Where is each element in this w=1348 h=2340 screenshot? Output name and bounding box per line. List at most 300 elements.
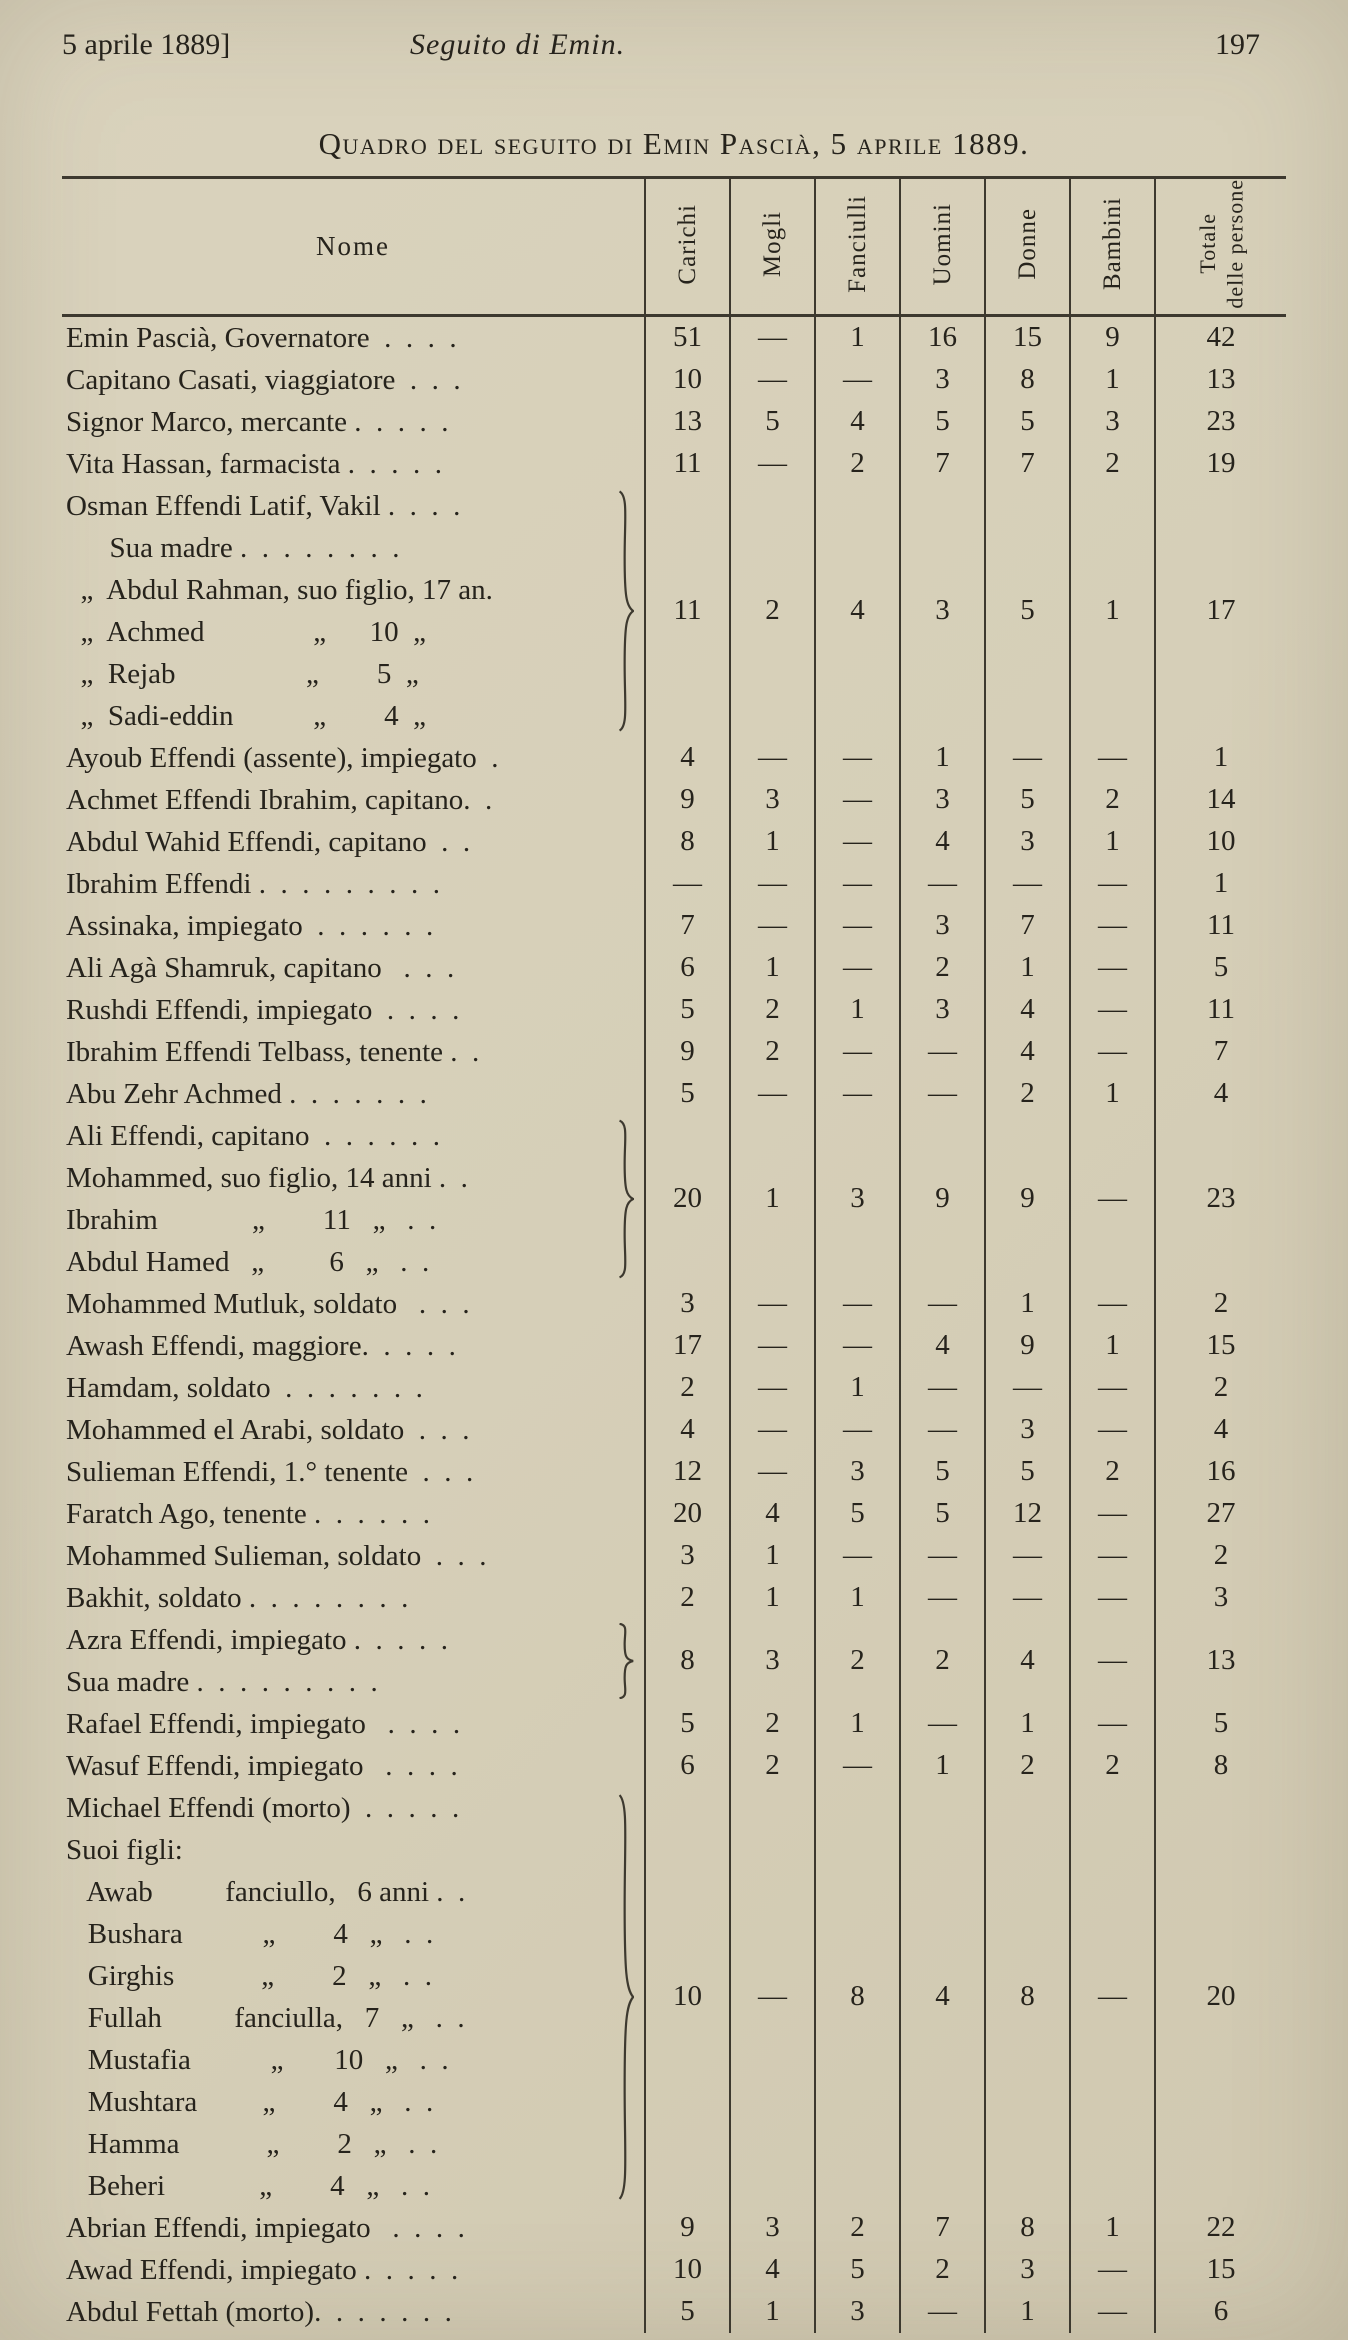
name-line: Abdul Hamed „ 6 „ . .	[66, 1245, 430, 1278]
table-row	[62, 2291, 1286, 2333]
value-cell: 3	[1155, 1577, 1286, 1619]
value-cell: 20	[1155, 1787, 1286, 2207]
table-row	[62, 1703, 1286, 1745]
value-cell: 7	[645, 905, 730, 947]
value-cell: —	[1070, 1283, 1155, 1325]
name-cell	[62, 1031, 645, 1073]
name-cell	[62, 989, 645, 1031]
value-cell: 1	[1070, 359, 1155, 401]
name-line: „ Sadi-eddin „ 4 „	[66, 699, 427, 732]
value-cell: 11	[645, 443, 730, 485]
column-header-uomini	[900, 178, 985, 316]
value-cell: 1	[730, 1577, 815, 1619]
value-cell: 5	[815, 1493, 900, 1535]
value-cell: —	[900, 1031, 985, 1073]
group-brace-icon	[617, 1791, 634, 2203]
table-row	[62, 737, 1286, 779]
value-cell: 3	[985, 1409, 1070, 1451]
value-cell: —	[730, 359, 815, 401]
column-header-bambini	[1070, 178, 1155, 316]
value-cell: 10	[645, 2249, 730, 2291]
value-cell: —	[730, 1409, 815, 1451]
name-line: Sua madre . . . . . . . . .	[66, 1665, 378, 1698]
value-cell: —	[730, 1283, 815, 1325]
value-cell: 8	[985, 2207, 1070, 2249]
name-line: Rushdi Effendi, impiegato . . . .	[66, 993, 460, 1026]
value-cell: —	[1070, 1409, 1155, 1451]
name-line: Ali Effendi, capitano . . . . . .	[66, 1119, 440, 1152]
value-cell: 5	[815, 2249, 900, 2291]
value-cell: —	[1070, 863, 1155, 905]
value-cell: 1	[1070, 1073, 1155, 1115]
value-cell: 2	[815, 2207, 900, 2249]
value-cell: —	[1070, 905, 1155, 947]
mogli-label: Mogli	[758, 210, 786, 277]
table-row	[62, 1493, 1286, 1535]
group-brace-icon	[617, 1623, 634, 1699]
name-cell	[62, 905, 645, 947]
value-cell: 4	[900, 1787, 985, 2207]
value-cell: 1	[1070, 485, 1155, 737]
value-cell: 2	[730, 485, 815, 737]
name-cell	[62, 1619, 645, 1703]
table-row	[62, 2207, 1286, 2249]
table-row	[62, 1619, 1286, 1703]
value-cell: 3	[900, 359, 985, 401]
name-line: Awab fanciullo, 6 anni . .	[66, 1875, 466, 1908]
value-cell: 5	[985, 401, 1070, 443]
value-cell: —	[730, 315, 815, 359]
value-cell: 2	[645, 1577, 730, 1619]
value-cell: 3	[815, 2291, 900, 2333]
value-cell: —	[815, 1283, 900, 1325]
retinue-table	[62, 176, 1286, 2333]
value-cell: 1	[815, 989, 900, 1031]
name-cell	[62, 1787, 645, 2207]
table-row	[62, 1031, 1286, 1073]
value-cell: 4	[900, 821, 985, 863]
value-cell: 1	[900, 1745, 985, 1787]
value-cell: 3	[730, 779, 815, 821]
table-row	[62, 989, 1286, 1031]
value-cell: 11	[645, 485, 730, 737]
name-line: Azra Effendi, impiegato . . . . .	[66, 1623, 448, 1656]
value-cell: 11	[1155, 989, 1286, 1031]
table-row	[62, 485, 1286, 737]
value-cell: 19	[1155, 443, 1286, 485]
value-cell: 17	[645, 1325, 730, 1367]
value-cell: 13	[645, 401, 730, 443]
value-cell: —	[1070, 1535, 1155, 1577]
nome-label: Nome	[316, 230, 390, 261]
name-line: Sua madre . . . . . . . .	[66, 531, 400, 564]
group-brace-icon	[617, 1119, 634, 1279]
value-cell: 1	[730, 2291, 815, 2333]
value-cell: 3	[900, 989, 985, 1031]
value-cell: —	[730, 1787, 815, 2207]
value-cell: —	[645, 863, 730, 905]
value-cell: 2	[900, 947, 985, 989]
table-row	[62, 947, 1286, 989]
value-cell: 2	[730, 1031, 815, 1073]
value-cell: —	[1070, 1367, 1155, 1409]
value-cell: 2	[1070, 779, 1155, 821]
value-cell: 2	[900, 1619, 985, 1703]
value-cell: 3	[645, 1535, 730, 1577]
name-cell	[62, 1073, 645, 1115]
value-cell: 6	[645, 1745, 730, 1787]
value-cell: 5	[1155, 1703, 1286, 1745]
name-cell	[62, 947, 645, 989]
value-cell: 4	[645, 737, 730, 779]
value-cell: 1	[815, 315, 900, 359]
name-line: Ibrahim Effendi . . . . . . . . .	[66, 867, 440, 900]
name-cell	[62, 1325, 645, 1367]
value-cell: 9	[985, 1115, 1070, 1283]
value-cell: —	[815, 947, 900, 989]
value-cell: 3	[985, 2249, 1070, 2291]
value-cell: 2	[985, 1745, 1070, 1787]
value-cell: 4	[815, 401, 900, 443]
value-cell: —	[985, 1577, 1070, 1619]
value-cell: 2	[645, 1367, 730, 1409]
name-line: Bushara „ 4 „ . .	[66, 1917, 434, 1950]
value-cell: —	[985, 863, 1070, 905]
value-cell: 5	[645, 2291, 730, 2333]
value-cell: 2	[1070, 1745, 1155, 1787]
value-cell: 1	[730, 1535, 815, 1577]
value-cell: —	[1070, 1703, 1155, 1745]
value-cell: 7	[1155, 1031, 1286, 1073]
value-cell: 4	[730, 1493, 815, 1535]
value-cell: 5	[645, 1073, 730, 1115]
table-row	[62, 1283, 1286, 1325]
name-cell	[62, 2249, 645, 2291]
value-cell: 3	[985, 821, 1070, 863]
name-line: Abrian Effendi, impiegato . . . .	[66, 2211, 465, 2244]
value-cell: —	[1070, 947, 1155, 989]
value-cell: 1	[1070, 1325, 1155, 1367]
value-cell: 6	[645, 947, 730, 989]
value-cell: 3	[730, 1619, 815, 1703]
name-cell	[62, 443, 645, 485]
name-line: Michael Effendi (morto) . . . . .	[66, 1791, 460, 1824]
value-cell: 8	[645, 821, 730, 863]
value-cell: 5	[985, 779, 1070, 821]
value-cell: 3	[815, 1451, 900, 1493]
table-row	[62, 779, 1286, 821]
value-cell: 2	[1155, 1283, 1286, 1325]
name-cell	[62, 485, 645, 737]
value-cell: —	[900, 2291, 985, 2333]
value-cell: 1	[1070, 2207, 1155, 2249]
value-cell: 1	[815, 1367, 900, 1409]
value-cell: 3	[815, 1115, 900, 1283]
value-cell: —	[1070, 2291, 1155, 2333]
name-cell	[62, 1745, 645, 1787]
totale-line2: delle persone	[1222, 179, 1247, 309]
name-cell	[62, 1451, 645, 1493]
value-cell: 5	[1155, 947, 1286, 989]
value-cell: —	[1070, 1115, 1155, 1283]
value-cell: —	[900, 863, 985, 905]
value-cell: —	[815, 905, 900, 947]
name-line: Mohammed Mutluk, soldato . . .	[66, 1287, 470, 1320]
name-cell	[62, 821, 645, 863]
value-cell: 1	[815, 1577, 900, 1619]
value-cell: 5	[730, 401, 815, 443]
value-cell: 4	[985, 1031, 1070, 1073]
column-header-fanciulli	[815, 178, 900, 316]
value-cell: 9	[645, 779, 730, 821]
value-cell: —	[1070, 737, 1155, 779]
name-line: Hamdam, soldato . . . . . . .	[66, 1371, 423, 1404]
value-cell: 1	[815, 1703, 900, 1745]
name-line: „ Abdul Rahman, suo figlio, 17 an.	[66, 573, 493, 606]
value-cell: —	[985, 737, 1070, 779]
name-line: Girghis „ 2 „ . .	[66, 1959, 432, 1992]
column-header-totale	[1155, 178, 1286, 316]
value-cell: —	[815, 1325, 900, 1367]
value-cell: 1	[985, 1283, 1070, 1325]
value-cell: 9	[645, 2207, 730, 2249]
table-row	[62, 1367, 1286, 1409]
value-cell: —	[900, 1367, 985, 1409]
value-cell: 2	[1155, 1367, 1286, 1409]
name-cell	[62, 1493, 645, 1535]
name-line: Mushtara „ 4 „ . .	[66, 2085, 434, 2118]
value-cell: 20	[645, 1115, 730, 1283]
name-line: „ Achmed „ 10 „	[66, 615, 427, 648]
column-header-mogli	[730, 178, 815, 316]
header-date: 5 aprile 1889]	[62, 28, 231, 61]
name-cell	[62, 401, 645, 443]
table-row	[62, 1115, 1286, 1283]
value-cell: 1	[730, 1115, 815, 1283]
page-number: 197	[1215, 28, 1260, 61]
name-cell	[62, 1283, 645, 1325]
value-cell: 7	[900, 443, 985, 485]
name-cell	[62, 359, 645, 401]
name-line: Abdul Wahid Effendi, capitano . .	[66, 825, 471, 858]
value-cell: 1	[730, 821, 815, 863]
value-cell: 5	[985, 485, 1070, 737]
value-cell: 1	[730, 947, 815, 989]
table-body	[62, 315, 1286, 2333]
name-line: Faratch Ago, tenente . . . . . .	[66, 1497, 431, 1530]
value-cell: 5	[900, 1451, 985, 1493]
value-cell: —	[1070, 1787, 1155, 2207]
value-cell: 5	[645, 989, 730, 1031]
donne-label: Donne	[1013, 208, 1041, 280]
value-cell: 15	[985, 315, 1070, 359]
value-cell: 4	[985, 989, 1070, 1031]
value-cell: 7	[900, 2207, 985, 2249]
value-cell: 1	[985, 1703, 1070, 1745]
name-cell	[62, 863, 645, 905]
table-row	[62, 1325, 1286, 1367]
table-title: Quadro del seguito di Emin Pascià, 5 aprile 1889.	[318, 126, 1030, 161]
value-cell: 11	[1155, 905, 1286, 947]
page-header	[62, 28, 1288, 70]
value-cell: 7	[985, 443, 1070, 485]
value-cell: 8	[815, 1787, 900, 2207]
table-row	[62, 905, 1286, 947]
value-cell: 2	[730, 1745, 815, 1787]
value-cell: —	[1070, 1619, 1155, 1703]
name-line: Mohammed el Arabi, soldato . . .	[66, 1413, 470, 1446]
name-line: Awad Effendi, impiegato . . . . .	[66, 2253, 459, 2286]
value-cell: —	[900, 1073, 985, 1115]
name-line: Signor Marco, mercante . . . . .	[66, 405, 449, 438]
table-row	[62, 1409, 1286, 1451]
value-cell: 1	[1155, 737, 1286, 779]
value-cell: 23	[1155, 401, 1286, 443]
table-row	[62, 2249, 1286, 2291]
value-cell: 14	[1155, 779, 1286, 821]
name-line: Mohammed, suo figlio, 14 anni . .	[66, 1161, 468, 1194]
name-cell	[62, 315, 645, 359]
column-header-donne	[985, 178, 1070, 316]
value-cell: —	[815, 1031, 900, 1073]
value-cell: 15	[1155, 2249, 1286, 2291]
table-row	[62, 315, 1286, 359]
value-cell: 23	[1155, 1115, 1286, 1283]
value-cell: 4	[1155, 1409, 1286, 1451]
value-cell: —	[730, 737, 815, 779]
value-cell: 13	[1155, 359, 1286, 401]
value-cell: 3	[1070, 401, 1155, 443]
name-line: „ Rejab „ 5 „	[66, 657, 419, 690]
value-cell: 16	[1155, 1451, 1286, 1493]
name-cell	[62, 1535, 645, 1577]
name-line: Vita Hassan, farmacista . . . . .	[66, 447, 442, 480]
value-cell: 20	[645, 1493, 730, 1535]
totale-line1: Totale	[1194, 213, 1220, 275]
value-cell: 2	[1155, 1535, 1286, 1577]
table-header-row	[62, 178, 1286, 316]
name-line: Rafael Effendi, impiegato . . . .	[66, 1707, 461, 1740]
name-line: Abdul Fettah (morto). . . . . . .	[66, 2295, 452, 2328]
value-cell: 22	[1155, 2207, 1286, 2249]
value-cell: 2	[730, 1703, 815, 1745]
value-cell: —	[815, 1535, 900, 1577]
value-cell: —	[730, 905, 815, 947]
name-cell	[62, 1115, 645, 1283]
value-cell: 12	[645, 1451, 730, 1493]
table-row	[62, 443, 1286, 485]
value-cell: 8	[985, 359, 1070, 401]
value-cell: 2	[815, 1619, 900, 1703]
name-line: Ali Agà Shamruk, capitano . . .	[66, 951, 455, 984]
value-cell: —	[1070, 2249, 1155, 2291]
value-cell: —	[815, 779, 900, 821]
fanciulli-label: Fanciulli	[843, 194, 871, 293]
value-cell: 4	[815, 485, 900, 737]
value-cell: 8	[645, 1619, 730, 1703]
value-cell: 3	[730, 2207, 815, 2249]
table-row	[62, 863, 1286, 905]
name-line: Sulieman Effendi, 1.° tenente . . .	[66, 1455, 474, 1488]
value-cell: 13	[1155, 1619, 1286, 1703]
value-cell: —	[730, 443, 815, 485]
value-cell: 16	[900, 315, 985, 359]
column-header-nome	[62, 178, 645, 316]
value-cell: 5	[900, 401, 985, 443]
value-cell: —	[730, 1451, 815, 1493]
name-line: Assinaka, impiegato . . . . . .	[66, 909, 434, 942]
value-cell: 1	[1070, 821, 1155, 863]
value-cell: 9	[645, 1031, 730, 1073]
value-cell: —	[985, 1367, 1070, 1409]
value-cell: 2	[1070, 1451, 1155, 1493]
name-line: Ibrahim „ 11 „ . .	[66, 1203, 437, 1236]
value-cell: —	[1070, 989, 1155, 1031]
value-cell: 9	[900, 1115, 985, 1283]
name-cell	[62, 1703, 645, 1745]
value-cell: 2	[985, 1073, 1070, 1115]
value-cell: 5	[985, 1451, 1070, 1493]
value-cell: 3	[900, 779, 985, 821]
carichi-label: Carichi	[673, 203, 701, 285]
name-cell	[62, 1367, 645, 1409]
value-cell: —	[815, 821, 900, 863]
running-title: Seguito di Emin.	[410, 28, 626, 61]
totale-label	[1194, 179, 1249, 309]
name-line: Beheri „ 4 „ . .	[66, 2169, 431, 2202]
value-cell: 3	[900, 485, 985, 737]
value-cell: 10	[645, 359, 730, 401]
bambini-label: Bambini	[1098, 197, 1126, 291]
value-cell: 9	[985, 1325, 1070, 1367]
value-cell: 7	[985, 905, 1070, 947]
group-brace-icon	[617, 489, 634, 733]
value-cell: 5	[645, 1703, 730, 1745]
value-cell: —	[815, 863, 900, 905]
value-cell: 3	[645, 1283, 730, 1325]
value-cell: 4	[730, 2249, 815, 2291]
value-cell: 1	[985, 2291, 1070, 2333]
value-cell: 6	[1155, 2291, 1286, 2333]
value-cell: 42	[1155, 315, 1286, 359]
value-cell: 4	[985, 1619, 1070, 1703]
value-cell: 3	[900, 905, 985, 947]
name-line: Bakhit, soldato . . . . . . . .	[66, 1581, 409, 1614]
value-cell: 51	[645, 315, 730, 359]
name-line: Mustafia „ 10 „ . .	[66, 2043, 449, 2076]
name-cell	[62, 2291, 645, 2333]
name-line: Wasuf Effendi, impiegato . . . .	[66, 1749, 458, 1782]
name-line: Ibrahim Effendi Telbass, tenente . .	[66, 1035, 480, 1068]
name-line: Ayoub Effendi (assente), impiegato .	[66, 741, 499, 774]
name-line: Mohammed Sulieman, soldato . . .	[66, 1539, 487, 1572]
value-cell: —	[815, 1745, 900, 1787]
name-line: Emin Pascià, Governatore . . . .	[66, 321, 457, 354]
name-cell	[62, 779, 645, 821]
value-cell: 2	[1070, 443, 1155, 485]
name-line: Achmet Effendi Ibrahim, capitano. .	[66, 783, 493, 816]
table-row	[62, 1577, 1286, 1619]
name-line: Hamma „ 2 „ . .	[66, 2127, 438, 2160]
value-cell: —	[900, 1283, 985, 1325]
name-cell	[62, 1409, 645, 1451]
value-cell: —	[730, 863, 815, 905]
value-cell: 15	[1155, 1325, 1286, 1367]
value-cell: 1	[900, 737, 985, 779]
value-cell: —	[815, 1409, 900, 1451]
name-line: Abu Zehr Achmed . . . . . . .	[66, 1077, 427, 1110]
value-cell: —	[815, 1073, 900, 1115]
